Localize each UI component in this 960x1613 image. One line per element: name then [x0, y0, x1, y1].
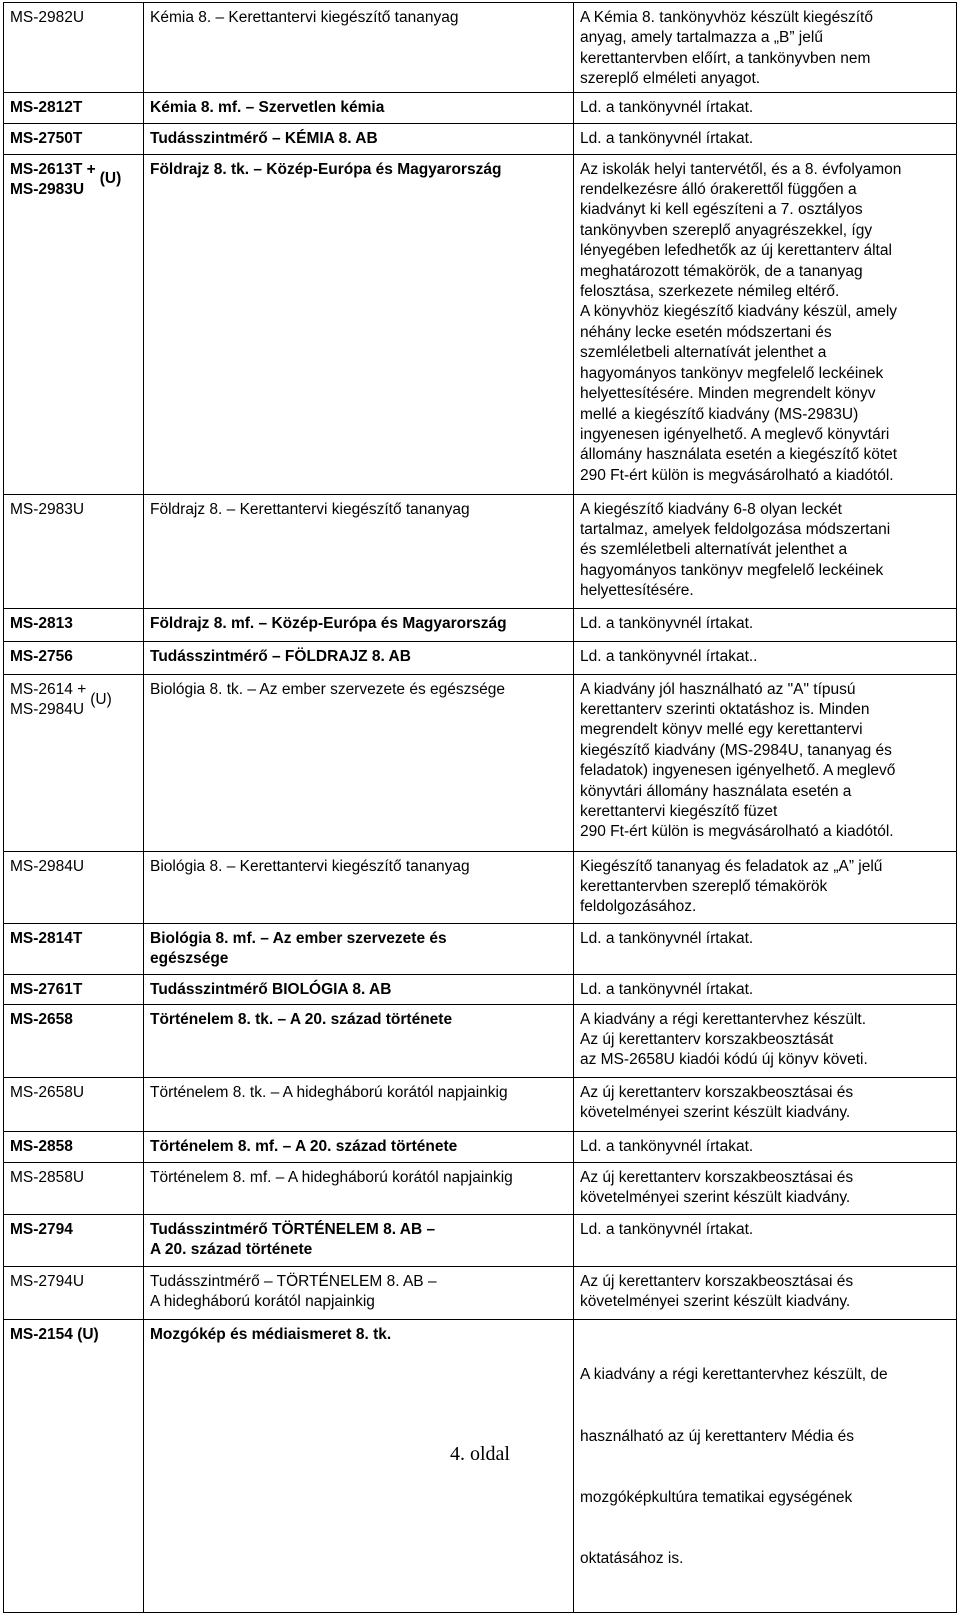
title-cell: Tudásszintmérő BIOLÓGIA 8. AB [144, 974, 574, 1004]
title-cell: Földrajz 8. tk. – Közép-Európa és Magyarország [144, 154, 574, 494]
table-row [4, 641, 957, 674]
code-cell: MS-2984U [4, 851, 144, 923]
title-cell: Történelem 8. tk. – A 20. század története [144, 1004, 574, 1077]
table-row [4, 3, 957, 93]
code-cell: MS-2613T + MS-2983U (U) [4, 154, 144, 494]
table-row [4, 1162, 957, 1214]
description-cell: Ld. a tankönyvnél írtakat. [574, 123, 957, 154]
description-cell: Ld. a tankönyvnél írtakat. [574, 608, 957, 641]
code-cell: MS-2858U [4, 1162, 144, 1214]
description-cell: Az új kerettanterv korszakbeosztásai és követelményei szerint készült kiadvány. [574, 1162, 957, 1214]
description-cell: Ld. a tankönyvnél írtakat. [574, 1214, 957, 1266]
code-cell: MS-2983U [4, 494, 144, 608]
title-cell: Tudásszintmérő – KÉMIA 8. AB [144, 123, 574, 154]
description-cell: Ld. a tankönyvnél írtakat. [574, 92, 957, 123]
table-row [4, 1266, 957, 1319]
code-cell: MS-2761T [4, 974, 144, 1004]
description-cell: A kiadvány a régi kerettantervhez készült, de használható az új kerettanterv Média és mozgóképkultúra tematikai egységének oktatásához is. [574, 1319, 957, 1613]
code-cell: MS-2756 [4, 641, 144, 674]
title-cell: Tudásszintmérő TÖRTÉNELEM 8. AB – A 20. század története [144, 1214, 574, 1266]
code-cell: MS-2812T [4, 92, 144, 123]
description-cell: Az új kerettanterv korszakbeosztásai és követelményei szerint készült kiadvány. [574, 1077, 957, 1131]
title-cell: Biológia 8. tk. – Az ember szervezete és egészsége [144, 674, 574, 851]
page-number: 4. oldal [450, 1443, 510, 1465]
description-cell: A Kémia 8. tankönyvhöz készült kiegészítő anyag, amely tartalmazza a „B” jelű kerettantervben előírt, a tankönyvben nem szereplő elméleti anyagot. [574, 3, 957, 93]
description-cell: A kiadvány jól használható az "A" típusú kerettanterv szerinti oktatáshoz is. Minden megrendelt könyv mellé egy kerettantervi kiegészítő kiadvány (MS-2984U, tananyag és feladatok) ingyenesen igényelhető. A meglevő könyvtári állomány használata esetén a kerettantervi kiegészítő füzet 290 Ft-ért külön is megvásárolható a kiadótól. [574, 674, 957, 851]
code-cell: MS-2154 (U) [4, 1319, 144, 1613]
title-cell: Tudásszintmérő – FÖLDRAJZ 8. AB [144, 641, 574, 674]
code-cell: MS-2658U [4, 1077, 144, 1131]
title-cell: Történelem 8. tk. – A hidegháború korától napjainkig [144, 1077, 574, 1131]
code-cell: MS-2814T [4, 923, 144, 974]
table-row [4, 494, 957, 608]
table-row [4, 154, 957, 494]
code-cell: MS-2858 [4, 1131, 144, 1162]
title-cell: Történelem 8. mf. – A 20. század története [144, 1131, 574, 1162]
table-row [4, 974, 957, 1004]
table-row [4, 674, 957, 851]
title-cell: Földrajz 8. – Kerettantervi kiegészítő tananyag [144, 494, 574, 608]
code-cell: MS-2813 [4, 608, 144, 641]
table-row [4, 92, 957, 123]
code-cell: MS-2982U [4, 3, 144, 93]
description-cell: A kiegészítő kiadvány 6-8 olyan leckét tartalmaz, amelyek feldolgozása módszertani és szemléletbeli alternatívát jelenthet a hagyományos tankönyv megfelelő leckéinek helyettesítésére. [574, 494, 957, 608]
description-cell: Ld. a tankönyvnél írtakat.. [574, 641, 957, 674]
table-row [4, 1077, 957, 1131]
description-cell: Kiegészítő tananyag és feladatok az „A” jelű kerettantervben szereplő témakörök feldolgozásához. [574, 851, 957, 923]
description-cell: Ld. a tankönyvnél írtakat. [574, 1131, 957, 1162]
table-row [4, 923, 957, 974]
code-cell: MS-2658 [4, 1004, 144, 1077]
table-row [4, 123, 957, 154]
u-marker: (U) [90, 690, 112, 708]
description-cell: Ld. a tankönyvnél írtakat. [574, 923, 957, 974]
description-cell: A kiadvány a régi kerettantervhez készült. Az új kerettanterv korszakbeosztását az MS-2658U kiadói kódú új könyv követi. [574, 1004, 957, 1077]
title-cell: Mozgókép és médiaismeret 8. tk. [144, 1319, 574, 1613]
catalog-table [3, 2, 957, 1613]
title-cell: Tudásszintmérő – TÖRTÉNELEM 8. AB – A hidegháború korától napjainkig [144, 1266, 574, 1319]
table-row [4, 1214, 957, 1266]
title-cell: Kémia 8. mf. – Szervetlen kémia [144, 92, 574, 123]
code-cell: MS-2750T [4, 123, 144, 154]
table-row [4, 851, 957, 923]
code-cell: MS-2614 + MS-2984U (U) [4, 674, 144, 851]
title-cell: Biológia 8. – Kerettantervi kiegészítő tananyag [144, 851, 574, 923]
code-cell: MS-2794U [4, 1266, 144, 1319]
code-cell: MS-2794 [4, 1214, 144, 1266]
description-cell: Az iskolák helyi tantervétől, és a 8. évfolyamon rendelkezésre álló órakerettől függően a kiadványt ki kell egészíteni a 7. osztályos tankönyvben szereplő anyagrészekkel, így lényegében lefedhetők az új kerettanterv által meghatározott témakörök, de a tananyag felosztása, szerkezete némileg eltérő. A könyvhöz kiegészítő kiadvány készül, amely néhány lecke esetén módszertani és szemléletbeli alternatívát jelenthet a hagyományos tankönyv megfelelő leckéinek helyettesítésére. Minden megrendelt könyv mellé a kiegészítő kiadvány (MS-2983U) ingyenesen igényelhető. A meglevő könyvtári állomány használata esetén a kiegészítő kötet 290 Ft-ért külön is megvásárolható a kiadótól. [574, 154, 957, 494]
description-cell: Ld. a tankönyvnél írtakat. [574, 974, 957, 1004]
title-cell: Biológia 8. mf. – Az ember szervezete és egészsége [144, 923, 574, 974]
table-row [4, 608, 957, 641]
table-row [4, 1131, 957, 1162]
title-cell: Történelem 8. mf. – A hidegháború korától napjainkig [144, 1162, 574, 1214]
description-cell: Az új kerettanterv korszakbeosztásai és követelményei szerint készült kiadvány. [574, 1266, 957, 1319]
title-cell: Kémia 8. – Kerettantervi kiegészítő tananyag [144, 3, 574, 93]
title-cell: Földrajz 8. mf. – Közép-Európa és Magyarország [144, 608, 574, 641]
u-marker: (U) [99, 169, 122, 187]
table-row [4, 1004, 957, 1077]
